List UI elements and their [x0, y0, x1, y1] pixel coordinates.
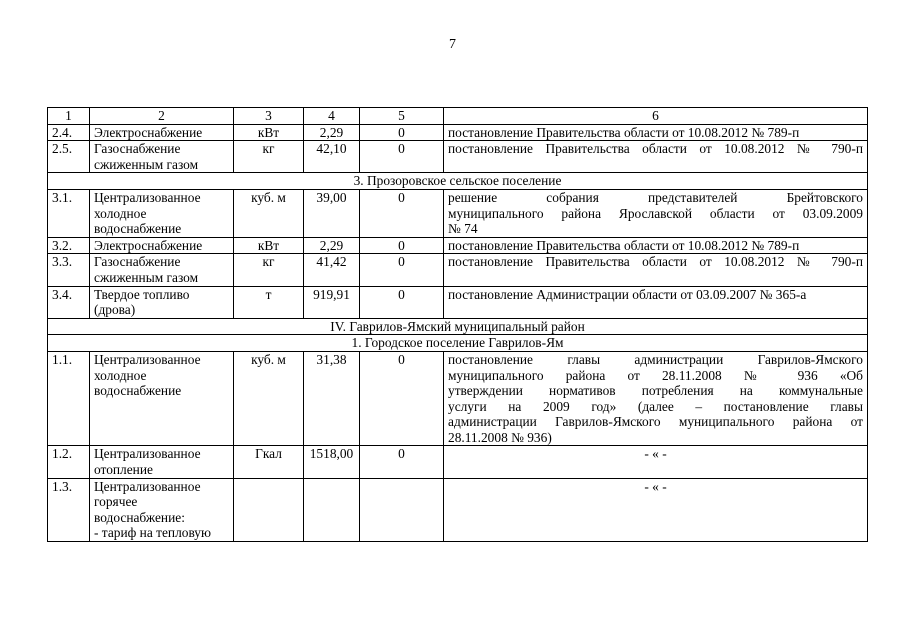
unit: куб. м [234, 189, 304, 237]
zero-value: 0 [360, 237, 444, 254]
row-number: 1.2. [48, 446, 90, 478]
service-name-line: Твердое топливо [94, 286, 190, 302]
unit: куб. м [234, 351, 304, 446]
service-name-line: Газоснабжение [94, 141, 181, 157]
legal-basis-line: № 74 [448, 221, 478, 237]
header-cell: 5 [360, 108, 444, 125]
header-row [48, 108, 868, 125]
zero-value: 0 [360, 351, 444, 446]
section-title: 1. Городское поселение Гаврилов-Ям [48, 335, 868, 352]
legal-basis-line: администрации Гаврилов-Ямского муниципального района от [448, 414, 863, 430]
norm-value: 42,10 [304, 141, 360, 173]
service-name-line: Централизованное [94, 478, 201, 494]
header-cell: 6 [444, 108, 868, 125]
zero-value: 0 [360, 254, 444, 286]
service-name-line: отопление [94, 462, 153, 478]
page-number: 7 [449, 37, 456, 52]
zero-value: 0 [360, 141, 444, 173]
legal-basis: постановление Правительства области от 10.08.2012 № 789-п [444, 124, 868, 141]
legal-basis [444, 351, 868, 446]
legal-basis-line: постановление главы администрации Гаврилов-Ямского [448, 351, 863, 367]
service-name [90, 254, 234, 286]
service-name-line: (дрова) [94, 302, 136, 318]
service-name-line: холодное [94, 367, 147, 383]
service-name: Электроснабжение [90, 124, 234, 141]
service-name [90, 446, 234, 478]
row-number: 1.3. [48, 478, 90, 541]
table-row [48, 254, 868, 286]
service-name-line: Централизованное [94, 446, 201, 462]
norms-table [47, 107, 868, 542]
unit: кг [234, 141, 304, 173]
legal-basis: - « - [444, 478, 868, 541]
legal-basis: постановление Правительства области от 10.08.2012 № 790-п [444, 254, 868, 286]
row-number: 3.1. [48, 189, 90, 237]
header-cell: 2 [90, 108, 234, 125]
row-number: 3.4. [48, 286, 90, 318]
service-name-line: водоснабжение [94, 383, 182, 399]
legal-basis-line: муниципального района Ярославской области от 03.09.2009 [448, 205, 863, 221]
norm-value: 31,38 [304, 351, 360, 446]
section-row [48, 335, 868, 352]
service-name-line: холодное [94, 205, 147, 221]
legal-basis: постановление Правительства области от 10.08.2012 № 790-п [444, 141, 868, 173]
norm-value: 919,91 [304, 286, 360, 318]
table-row [48, 189, 868, 237]
unit: т [234, 286, 304, 318]
norm-value: 1518,00 [304, 446, 360, 478]
row-number: 3.3. [48, 254, 90, 286]
service-name-line: Централизованное [94, 189, 201, 205]
legal-basis-line: утверждении нормативов потребления на коммунальные [448, 383, 863, 399]
service-name [90, 351, 234, 446]
header-cell: 4 [304, 108, 360, 125]
legal-basis-line: муниципального района от 28.11.2008 № 936 «Об [448, 367, 863, 383]
header-cell: 1 [48, 108, 90, 125]
unit [234, 478, 304, 541]
row-number: 1.1. [48, 351, 90, 446]
service-name-line: водоснабжение [94, 221, 182, 237]
service-name-line: Централизованное [94, 351, 201, 367]
service-name-line: - тариф на тепловую [94, 525, 212, 541]
legal-basis: постановление Администрации области от 03.09.2007 № 365-а [444, 286, 868, 318]
table-row [48, 124, 868, 141]
table-row [48, 351, 868, 446]
zero-value: 0 [360, 189, 444, 237]
service-name-line: водоснабжение: [94, 509, 185, 525]
legal-basis-line: решение собрания представителей Брейтовского [448, 189, 863, 205]
service-name-line: Газоснабжение [94, 254, 181, 270]
section-title: IV. Гаврилов-Ямский муниципальный район [48, 318, 868, 335]
table-row [48, 141, 868, 173]
zero-value: 0 [360, 124, 444, 141]
legal-basis: - « - [444, 446, 868, 478]
unit: Гкал [234, 446, 304, 478]
service-name [90, 189, 234, 237]
service-name-line: горячее [94, 494, 138, 510]
zero-value [360, 478, 444, 541]
legal-basis: постановление Правительства области от 10.08.2012 № 789-п [444, 237, 868, 254]
unit: кВт [234, 237, 304, 254]
service-name-line: сжиженным газом [94, 156, 199, 172]
zero-value: 0 [360, 446, 444, 478]
legal-basis-line: 28.11.2008 № 936) [448, 429, 552, 445]
table-row [48, 286, 868, 318]
table-row [48, 446, 868, 478]
unit: кг [234, 254, 304, 286]
section-row [48, 173, 868, 190]
service-name: Электроснабжение [90, 237, 234, 254]
section-row [48, 318, 868, 335]
legal-basis-line: услуги на 2009 год» (далее – постановление главы [448, 398, 863, 414]
table-row [48, 478, 868, 541]
service-name-line: сжиженным газом [94, 269, 199, 285]
service-name [90, 478, 234, 541]
norm-value: 2,29 [304, 237, 360, 254]
row-number: 3.2. [48, 237, 90, 254]
row-number: 2.5. [48, 141, 90, 173]
service-name [90, 286, 234, 318]
header-cell: 3 [234, 108, 304, 125]
norm-value: 41,42 [304, 254, 360, 286]
legal-basis [444, 189, 868, 237]
norm-value: 2,29 [304, 124, 360, 141]
norm-value: 39,00 [304, 189, 360, 237]
row-number: 2.4. [48, 124, 90, 141]
section-title: 3. Прозоровское сельское поселение [48, 173, 868, 190]
norm-value [304, 478, 360, 541]
unit: кВт [234, 124, 304, 141]
table-row [48, 237, 868, 254]
zero-value: 0 [360, 286, 444, 318]
service-name [90, 141, 234, 173]
